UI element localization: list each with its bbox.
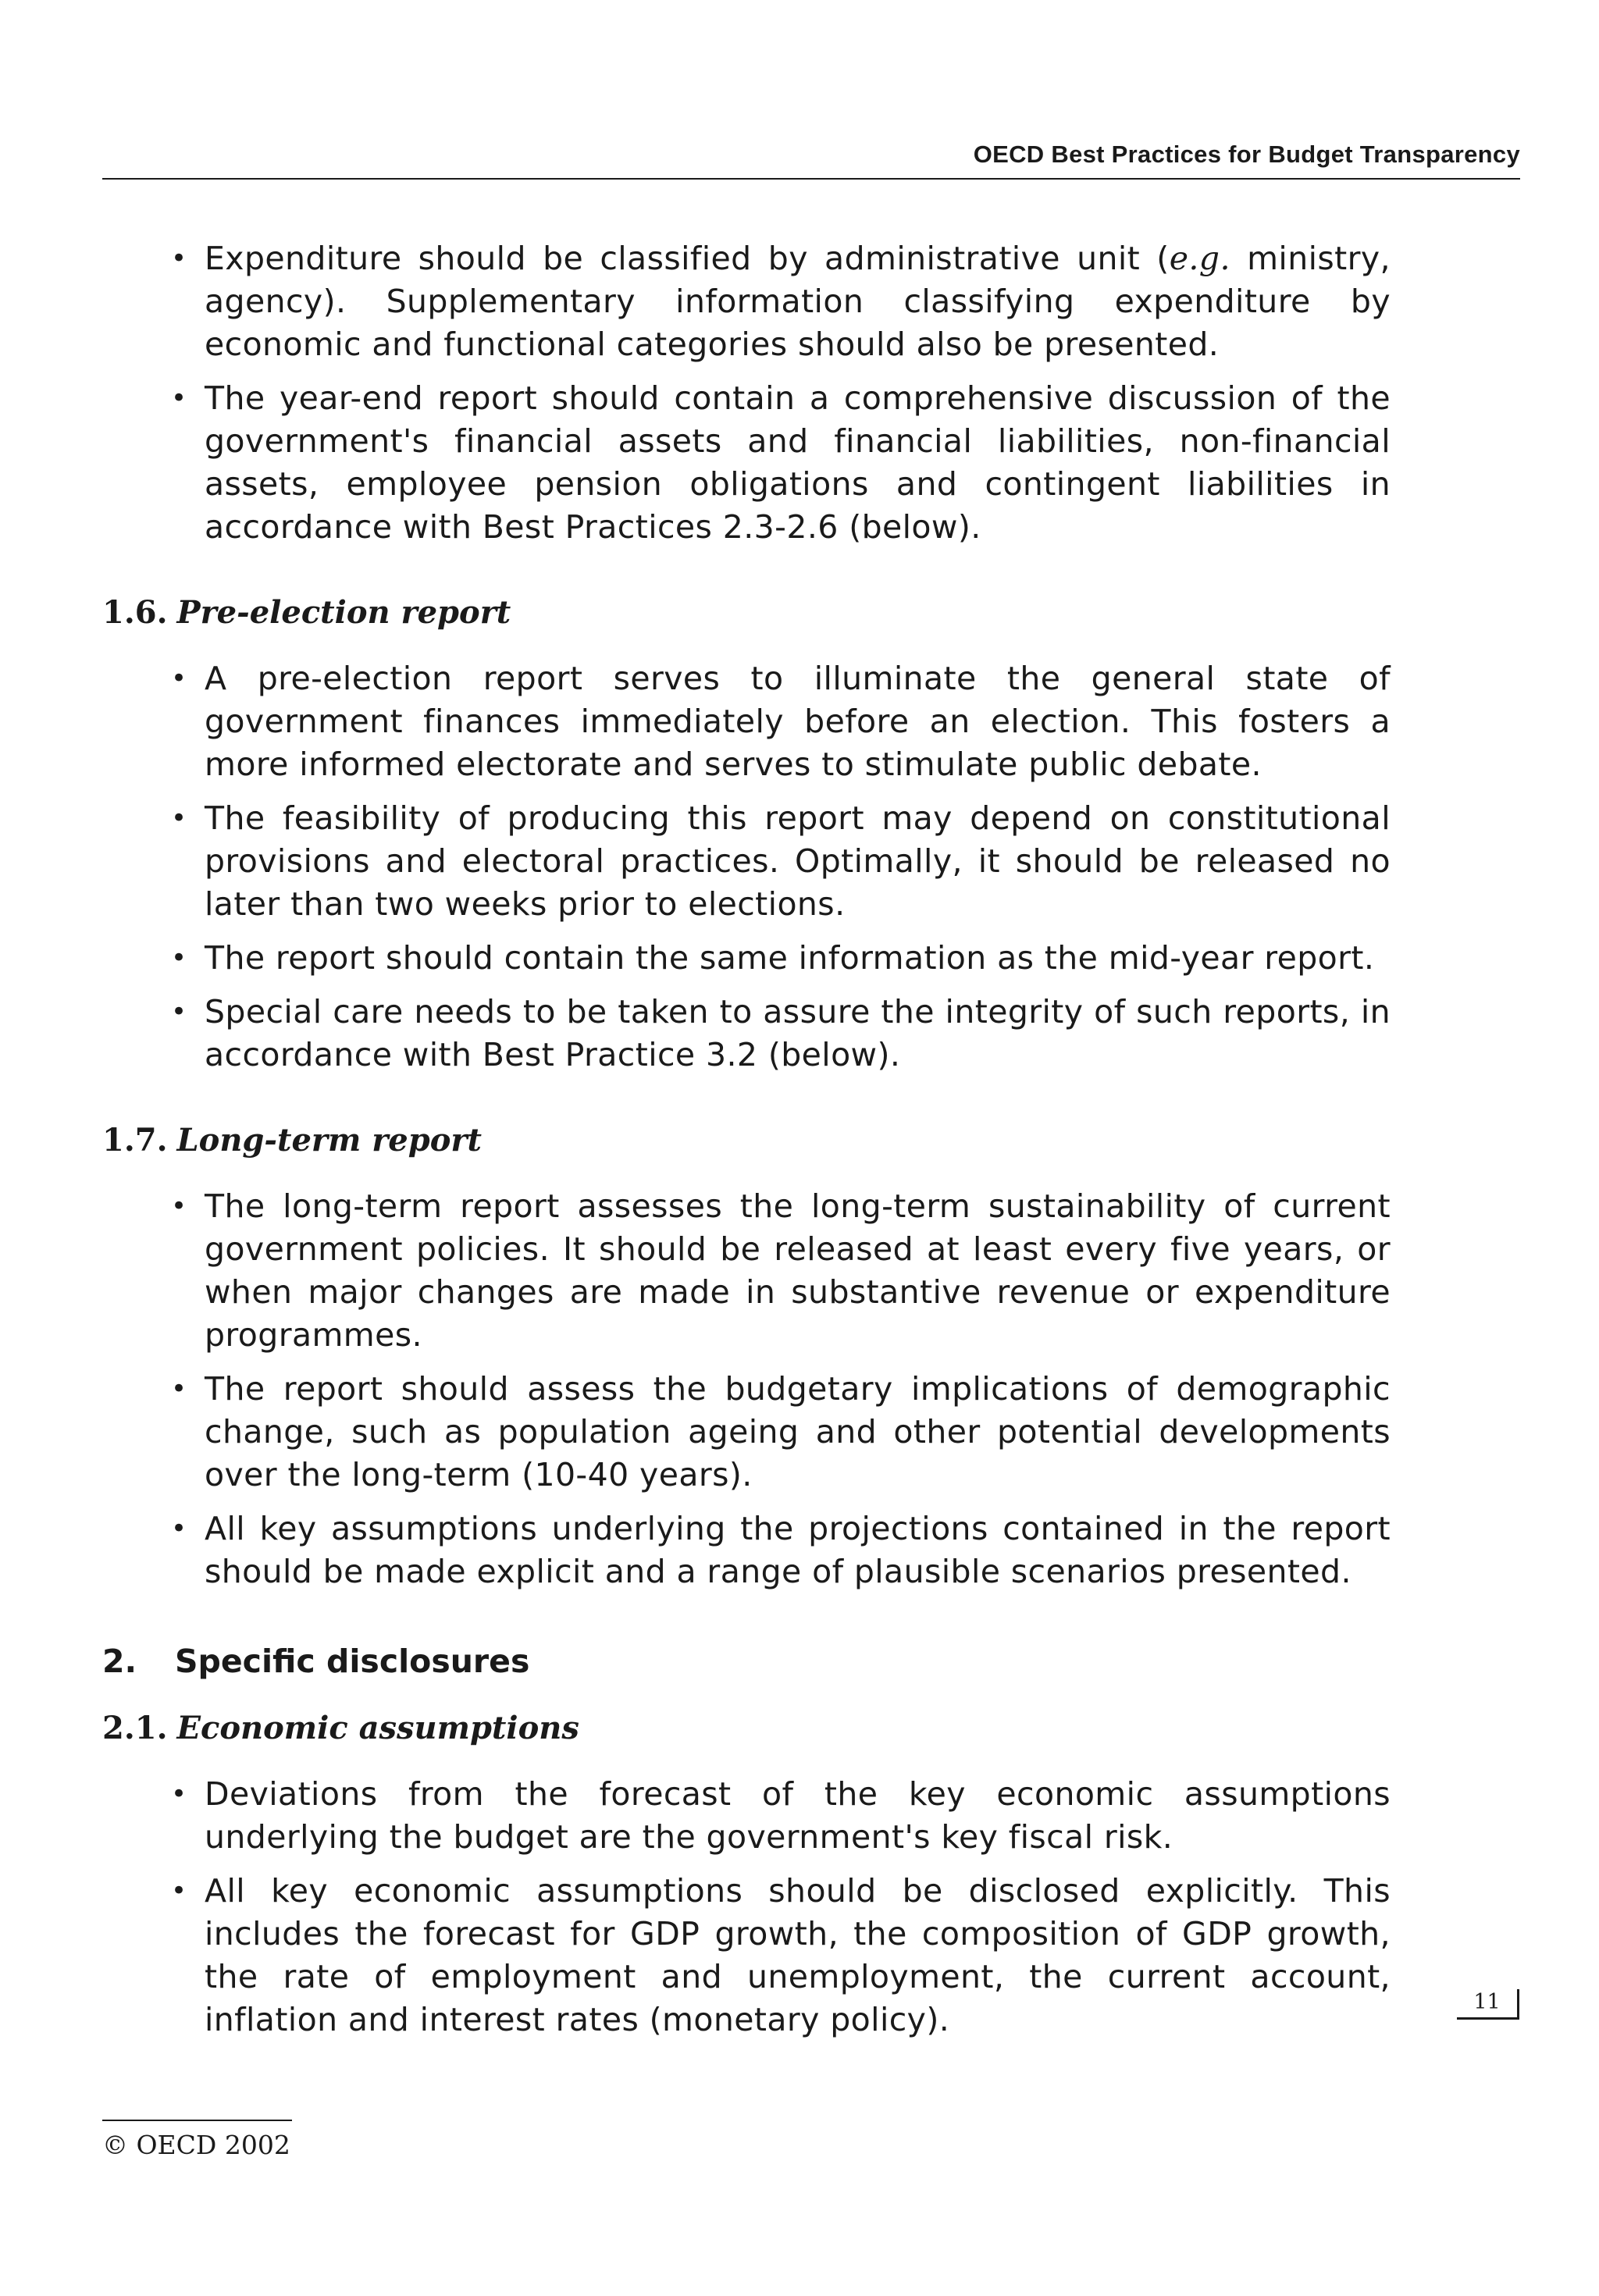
list-item	[102, 657, 1391, 786]
list-item	[102, 1508, 1391, 1593]
list-item	[102, 937, 1391, 980]
section-title: Pre-election report	[176, 594, 511, 631]
section-2-1-bullet-list	[102, 1773, 1391, 2041]
emphasis-text: e.g.	[1169, 240, 1230, 277]
bullet-text: Deviations from the forecast of the key economic assumptions underlying the budget are the government's key fiscal risk.	[205, 1775, 1391, 1856]
intro-bullet-list	[102, 237, 1391, 549]
bullet-text: The report should assess the budgetary implications of demographic change, such as population ageing and other potential developments over the long-term (10-40 years).	[205, 1370, 1391, 1493]
bullet-text-part: Expenditure should be classified by administrative unit (	[205, 240, 1170, 277]
list-item	[102, 1773, 1391, 1859]
page-body	[102, 237, 1391, 2052]
section-title: Economic assumptions	[176, 1710, 579, 1746]
copyright-notice: © OECD 2002	[102, 2130, 290, 2160]
bullet-text: The report should contain the same information as the mid-year report.	[205, 939, 1375, 977]
footer-rule	[102, 2120, 292, 2121]
page-number: 11	[1457, 1989, 1519, 2020]
section-number: 2.1.	[102, 1710, 168, 1746]
bullet-icon: •	[171, 1191, 187, 1222]
bullet-icon: •	[171, 803, 187, 834]
section-1-6-bullet-list	[102, 657, 1391, 1077]
bullet-icon: •	[171, 243, 187, 274]
list-item	[102, 797, 1391, 926]
bullet-icon: •	[171, 383, 187, 414]
bullet-text: Special care needs to be taken to assure the integrity of such reports, in accordance with Best Practice 3.2 (below).	[205, 993, 1391, 1073]
bullet-icon: •	[171, 1513, 187, 1544]
running-header-title: OECD Best Practices for Budget Transparency	[973, 141, 1520, 168]
list-item	[102, 237, 1391, 366]
bullet-icon: •	[171, 942, 187, 974]
bullet-text: All key economic assumptions should be disclosed explicitly. This includes the forecast for GDP growth, the composition of GDP growth, the rate of employment and unemployment, the current account, inflation and interest rates (monetary policy).	[205, 1872, 1391, 2038]
section-heading-1-6	[102, 591, 1391, 634]
list-item	[102, 377, 1391, 549]
bullet-icon: •	[171, 996, 187, 1027]
bullet-text: A pre-election report serves to illuminate the general state of government finances immediately before an election. This fosters a more informed electorate and serves to stimulate public debate.	[205, 660, 1391, 783]
section-title: Specific disclosures	[175, 1643, 530, 1680]
section-number: 1.7.	[102, 1122, 168, 1159]
section-1-7-bullet-list	[102, 1185, 1391, 1593]
list-item	[102, 1870, 1391, 2041]
header-rule	[102, 178, 1520, 180]
section-number: 1.6.	[102, 594, 168, 631]
section-heading-2-1	[102, 1707, 1391, 1750]
bullet-icon: •	[171, 1875, 187, 1906]
section-title: Long-term report	[176, 1122, 482, 1159]
section-number: 2.	[102, 1643, 137, 1680]
list-item	[102, 1185, 1391, 1357]
section-heading-2	[102, 1640, 1391, 1683]
bullet-text-part: ministry, agency). Supplementary information classifying expenditure by economic and functional categories should also be presented.	[205, 240, 1391, 363]
section-heading-1-7	[102, 1119, 1391, 1162]
bullet-text: The feasibility of producing this report may depend on constitutional provisions and electoral practices. Optimally, it should be released no later than two weeks prior to elections.	[205, 799, 1391, 923]
list-item	[102, 1368, 1391, 1497]
bullet-icon: •	[171, 663, 187, 694]
bullet-icon: •	[171, 1373, 187, 1404]
bullet-text: The long-term report assesses the long-term sustainability of current government policies. It should be released at least every five years, or when major changes are made in substantive revenue or expenditure programmes.	[205, 1187, 1391, 1354]
list-item	[102, 991, 1391, 1077]
bullet-text: All key assumptions underlying the projections contained in the report should be made explicit and a range of plausible scenarios presented.	[205, 1510, 1391, 1590]
bullet-icon: •	[171, 1778, 187, 1810]
bullet-text: The year-end report should contain a comprehensive discussion of the government's financial assets and financial liabilities, non-financial assets, employee pension obligations and contingent liabilities in accordance with Best Practices 2.3-2.6 (below).	[205, 379, 1391, 546]
